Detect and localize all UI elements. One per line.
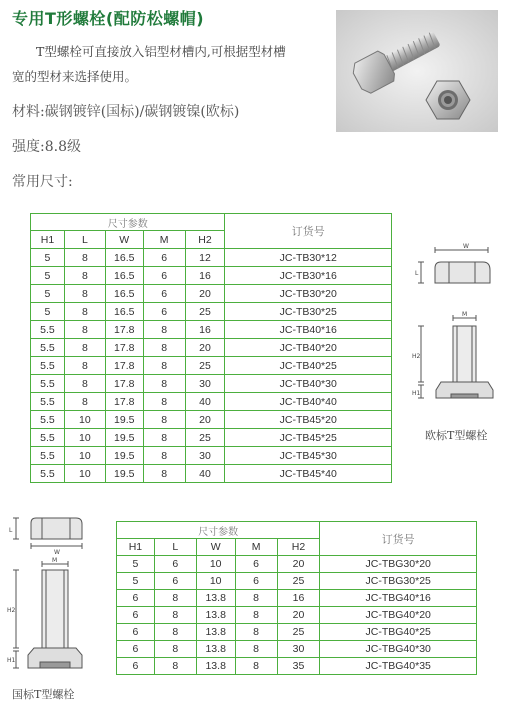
table-cell: 8 [64, 321, 105, 339]
table-cell: 5.5 [31, 429, 65, 447]
table-cell: 8 [64, 267, 105, 285]
table-cell: 8 [64, 303, 105, 321]
table-cell: 13.8 [196, 590, 235, 607]
table-cell: 25 [277, 573, 320, 590]
table-cell: 5.5 [31, 375, 65, 393]
table-cell: 10 [64, 411, 105, 429]
table-cell: 5.5 [31, 339, 65, 357]
table-cell: 16.5 [105, 267, 143, 285]
eu-label-w: W [463, 243, 469, 250]
table-row [31, 375, 392, 393]
table-cell: 13.8 [196, 658, 235, 675]
table-cell: 8 [235, 590, 277, 607]
table-cell: 40 [185, 393, 225, 411]
gb-group-header: 尺寸参数 [117, 522, 320, 539]
order-number-cell: JC-TBG40*20 [320, 607, 477, 624]
table-cell: 5.5 [31, 411, 65, 429]
table-cell: 5 [31, 267, 65, 285]
t1-col-header: H1 [31, 231, 65, 249]
table-cell: 19.5 [105, 429, 143, 447]
eu-label-m: M [462, 311, 468, 318]
order-number-cell: JC-TB30*16 [225, 267, 392, 285]
gb-label-l: L [9, 527, 13, 534]
table-cell: 30 [185, 447, 225, 465]
table-cell: 25 [185, 357, 225, 375]
table-row [31, 429, 392, 447]
t2-col-header: H1 [117, 539, 155, 556]
table-cell: 8 [143, 357, 185, 375]
table-cell: 8 [235, 658, 277, 675]
table-cell: 8 [64, 375, 105, 393]
table-cell: 5.5 [31, 447, 65, 465]
table-cell: 6 [143, 303, 185, 321]
order-number-cell: JC-TBG40*25 [320, 624, 477, 641]
table-cell: 5.5 [31, 393, 65, 411]
gb-order-header: 订货号 [320, 522, 477, 556]
gb-label-h1: H1 [7, 657, 16, 664]
page-title: 专用T形螺栓(配防松螺帽) [12, 9, 205, 28]
table-cell: 8 [143, 393, 185, 411]
table-cell: 8 [64, 339, 105, 357]
table-cell: 6 [143, 285, 185, 303]
table-cell: 6 [117, 624, 155, 641]
table-cell: 5 [31, 249, 65, 267]
eu-spec-table [30, 213, 392, 483]
table-cell: 8 [235, 641, 277, 658]
table-cell: 6 [117, 641, 155, 658]
table-cell: 20 [185, 411, 225, 429]
order-number-cell: JC-TB30*20 [225, 285, 392, 303]
gb-label-w: W [54, 549, 60, 556]
order-number-cell: JC-TB40*30 [225, 375, 392, 393]
order-number-cell: JC-TB30*12 [225, 249, 392, 267]
table-cell: 5 [31, 285, 65, 303]
table-cell: 8 [235, 624, 277, 641]
table-cell: 20 [185, 339, 225, 357]
table-cell: 16 [185, 321, 225, 339]
table-cell: 13.8 [196, 607, 235, 624]
table-cell: 8 [64, 393, 105, 411]
order-number-cell: JC-TB40*40 [225, 393, 392, 411]
table-cell: 6 [143, 249, 185, 267]
table-cell: 16 [185, 267, 225, 285]
bolt-photo [336, 10, 498, 132]
gb-spec-table [116, 521, 477, 675]
table-cell: 17.8 [105, 321, 143, 339]
table-cell: 10 [196, 573, 235, 590]
table-cell: 5 [117, 573, 155, 590]
order-number-cell: JC-TB40*20 [225, 339, 392, 357]
order-number-cell: JC-TBG40*30 [320, 641, 477, 658]
gb-bolt-diagram [4, 512, 104, 684]
table-cell: 6 [143, 267, 185, 285]
table-cell: 10 [196, 556, 235, 573]
eu-group-header: 尺寸参数 [31, 214, 225, 231]
order-number-cell: JC-TB40*25 [225, 357, 392, 375]
table-cell: 30 [185, 375, 225, 393]
table-cell: 19.5 [105, 447, 143, 465]
t2-col-header: L [154, 539, 196, 556]
table-cell: 19.5 [105, 465, 143, 483]
t1-col-header: L [64, 231, 105, 249]
table-cell: 20 [277, 607, 320, 624]
table-cell: 8 [143, 465, 185, 483]
table-cell: 19.5 [105, 411, 143, 429]
table-row [31, 465, 392, 483]
table-cell: 16.5 [105, 285, 143, 303]
table-row [31, 303, 392, 321]
table-cell: 16 [277, 590, 320, 607]
order-number-cell: JC-TBG40*35 [320, 658, 477, 675]
table-cell: 25 [185, 303, 225, 321]
gb-label-h2: H2 [7, 607, 16, 614]
table-row [31, 285, 392, 303]
table-cell: 8 [154, 641, 196, 658]
table-cell: 5.5 [31, 321, 65, 339]
table-cell: 6 [154, 573, 196, 590]
table-cell: 8 [143, 411, 185, 429]
table-cell: 10 [64, 447, 105, 465]
table-row [31, 339, 392, 357]
table-cell: 8 [143, 375, 185, 393]
table-cell: 20 [277, 556, 320, 573]
table-row [117, 556, 477, 573]
table-cell: 8 [154, 624, 196, 641]
order-number-cell: JC-TB40*16 [225, 321, 392, 339]
table-cell: 8 [64, 357, 105, 375]
table-row [31, 447, 392, 465]
order-number-cell: JC-TB45*40 [225, 465, 392, 483]
table-cell: 6 [117, 658, 155, 675]
material-text: 材料:碳钢镀锌(国标)/碳钢镀镍(欧标) [12, 104, 240, 120]
table-cell: 8 [143, 429, 185, 447]
table-row [31, 267, 392, 285]
table-cell: 10 [64, 429, 105, 447]
description-line-1: T型螺栓可直接放入铝型材槽内,可根据型材槽 [36, 44, 286, 59]
table-cell: 8 [154, 590, 196, 607]
table-cell: 5.5 [31, 465, 65, 483]
table-cell: 25 [185, 429, 225, 447]
table-cell: 8 [143, 447, 185, 465]
table-cell: 13.8 [196, 641, 235, 658]
table-cell: 8 [64, 285, 105, 303]
table-cell: 5 [31, 303, 65, 321]
description-line-2: 宽的型材来选择使用。 [12, 69, 138, 84]
eu-diagram-caption: 欧标T型螺栓 [425, 429, 488, 442]
table-cell: 20 [185, 285, 225, 303]
table-cell: 35 [277, 658, 320, 675]
order-number-cell: JC-TB45*20 [225, 411, 392, 429]
eu-label-h2: H2 [412, 353, 421, 360]
eu-bolt-diagram [405, 238, 500, 428]
t2-col-header: H2 [277, 539, 320, 556]
order-number-cell: JC-TBG30*25 [320, 573, 477, 590]
t2-col-header: M [235, 539, 277, 556]
table-cell: 6 [235, 556, 277, 573]
table-cell: 40 [185, 465, 225, 483]
table-cell: 17.8 [105, 393, 143, 411]
table-cell: 5 [117, 556, 155, 573]
table-row [31, 393, 392, 411]
table-cell: 5.5 [31, 357, 65, 375]
table-cell: 12 [185, 249, 225, 267]
table-row [117, 607, 477, 624]
t2-col-header: W [196, 539, 235, 556]
table-cell: 8 [235, 607, 277, 624]
table-cell: 8 [154, 658, 196, 675]
eu-label-l: L [415, 270, 419, 277]
table-cell: 17.8 [105, 339, 143, 357]
order-number-cell: JC-TB30*25 [225, 303, 392, 321]
table-row [117, 624, 477, 641]
table-cell: 8 [143, 321, 185, 339]
order-number-cell: JC-TBG30*20 [320, 556, 477, 573]
table-cell: 8 [143, 339, 185, 357]
table-cell: 17.8 [105, 375, 143, 393]
table-row [117, 590, 477, 607]
t1-col-header: W [105, 231, 143, 249]
table-cell: 25 [277, 624, 320, 641]
table-row [117, 641, 477, 658]
table-cell: 16.5 [105, 249, 143, 267]
eu-label-h1: H1 [412, 390, 421, 397]
order-number-cell: JC-TB45*25 [225, 429, 392, 447]
table-cell: 6 [154, 556, 196, 573]
table-row [31, 321, 392, 339]
table-cell: 17.8 [105, 357, 143, 375]
table-row [117, 658, 477, 675]
table-cell: 10 [64, 465, 105, 483]
order-number-cell: JC-TBG40*16 [320, 590, 477, 607]
grade-text: 强度:8.8级 [12, 139, 81, 155]
table-cell: 8 [64, 249, 105, 267]
table-cell: 6 [117, 607, 155, 624]
eu-order-header: 订货号 [225, 214, 392, 249]
table-cell: 30 [277, 641, 320, 658]
table-row [117, 573, 477, 590]
table-cell: 8 [154, 607, 196, 624]
t1-col-header: H2 [185, 231, 225, 249]
table-row [31, 357, 392, 375]
table-cell: 6 [235, 573, 277, 590]
common-sizes-heading: 常用尺寸: [12, 174, 73, 190]
table-row [31, 249, 392, 267]
table-cell: 13.8 [196, 624, 235, 641]
table-cell: 16.5 [105, 303, 143, 321]
table-cell: 6 [117, 590, 155, 607]
gb-diagram-caption: 国标T型螺栓 [12, 688, 75, 701]
t1-col-header: M [143, 231, 185, 249]
order-number-cell: JC-TB45*30 [225, 447, 392, 465]
gb-label-m: M [52, 557, 58, 564]
table-row [31, 411, 392, 429]
